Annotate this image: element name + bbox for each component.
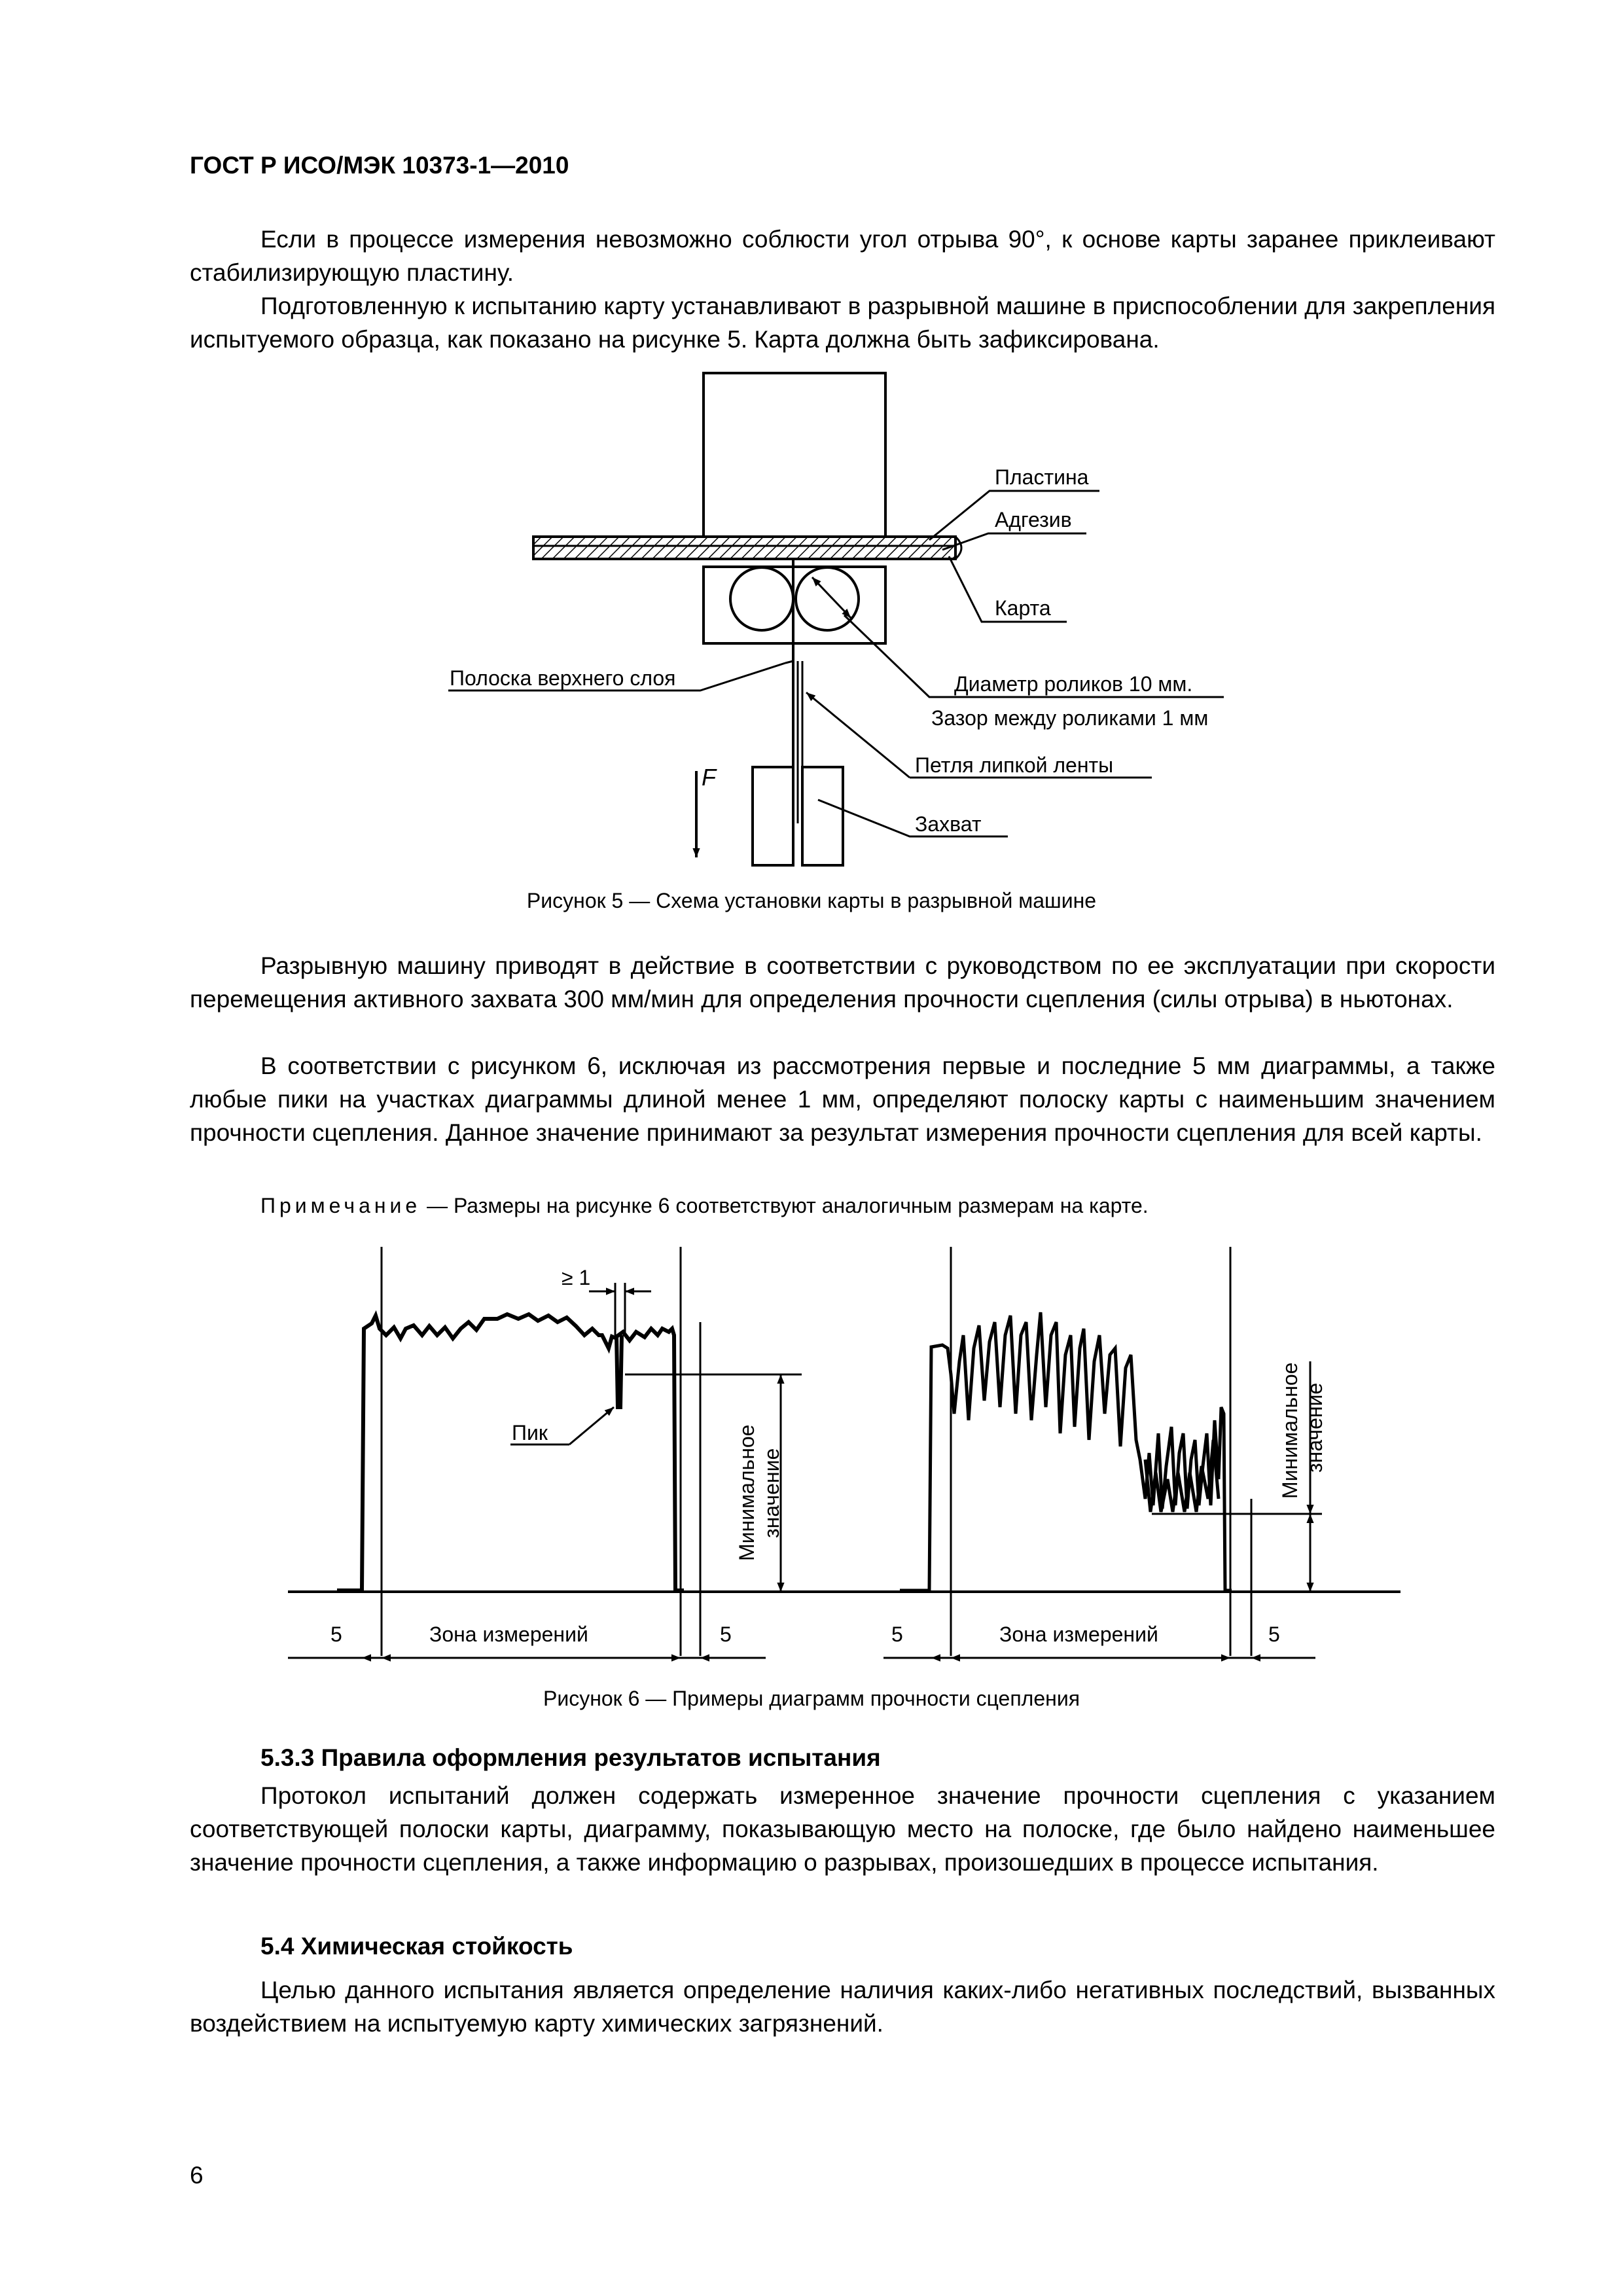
zone-label-right: Зона измерений: [999, 1623, 1158, 1646]
label-roller-diameter: Диаметр роликов 10 мм.: [954, 672, 1193, 696]
label-top-strip: Полоска верхнего слоя: [450, 666, 676, 690]
section-54-text: Целью данного испытания является определение наличия каких-либо негативных последствий, вызванных воздействием на испытуемую карту химических загрязнений.: [190, 1977, 1495, 2037]
label-min-value-1: Минимальное: [735, 1424, 758, 1561]
dim-left-5: 5: [330, 1623, 342, 1646]
figure-5-caption: Рисунок 5 — Схема установки карты в разрывной машине: [526, 889, 1097, 912]
section-54-heading: 5.4 Химическая стойкость: [260, 1933, 573, 1960]
grip-right: [802, 767, 843, 865]
plate-layer: [533, 537, 955, 559]
dim-right-5-right: 5: [1268, 1623, 1280, 1646]
paragraph-stabilizing-plate: Если в процессе измерения невозможно соблюсти угол отрыва 90°, к основе карты заранее приклеивают стабилизирующую пластину.: [190, 226, 1495, 286]
label-peak: Пик: [512, 1421, 548, 1444]
note-label: Примечание: [260, 1194, 421, 1217]
label-min-width: ≥ 1: [562, 1266, 591, 1289]
note: [190, 1193, 1495, 1219]
section-533-heading: 5.3.3 Правила оформления результатов испытания: [260, 1744, 881, 1771]
label-plate: Пластина: [995, 465, 1089, 489]
label-min-value-2: значение: [760, 1448, 783, 1538]
figure-6-caption: Рисунок 6 — Примеры диаграмм прочности сцепления: [543, 1687, 1080, 1710]
label-grip: Захват: [915, 812, 982, 836]
paragraph-card-mounting: Подготовленную к испытанию карту устанавливают в разрывной машине в приспособлении для закрепления испытуемого образца, как показано на рисунке 5. Карта должна быть зафиксирована.: [190, 293, 1495, 353]
paragraph-measurement-rule: В соответствии с рисунком 6, исключая из рассмотрения первые и последние 5 мм диаграммы, а также любые пики на участках диаграммы длиной менее 1 мм, определяют полоску карты с наименьшим значением прочности сцепления. Данное значение принимают за результат измерения прочности сцепления для всей карты.: [190, 1052, 1495, 1146]
label-roller-gap: Зазор между роликами 1 мм: [931, 706, 1209, 730]
label-min-value-right-1: Минимальное: [1278, 1362, 1302, 1499]
upper-fixture: [704, 373, 885, 537]
left-roller: [730, 567, 793, 630]
note-text: — Размеры на рисунке 6 соответствуют аналогичным размерам на карте.: [421, 1194, 1149, 1217]
force-label: F: [702, 764, 716, 791]
grip-left: [753, 767, 793, 865]
dim-left-5-right: 5: [891, 1623, 903, 1646]
dim-right-5: 5: [720, 1623, 732, 1646]
label-tape-loop: Петля липкой ленты: [915, 753, 1114, 777]
zone-label-left: Зона измерений: [429, 1623, 588, 1646]
label-adhesive: Адгезив: [995, 508, 1072, 531]
section-533-text: Протокол испытаний должен содержать измеренное значение прочности сцепления с указанием соответствующей полоски карты, диаграмму, показывающую место на полоске, где было найдено наименьшее значение прочности сцепления, а также информацию о разрывах, произошедших в процессе испытания.: [190, 1782, 1495, 1876]
page-number: 6: [190, 2162, 204, 2189]
label-min-value-right-2: значение: [1303, 1382, 1327, 1473]
paragraph-machine-operation: Разрывную машину приводят в действие в соответствии с руководством по ее эксплуатации при скорости перемещения активного захвата 300 мм/мин для определения прочности сцепления (силы отрыва) в ньютонах.: [190, 952, 1495, 1013]
label-card: Карта: [995, 596, 1051, 620]
document-header: ГОСТ Р ИСО/МЭК 10373-1—2010: [190, 152, 569, 179]
